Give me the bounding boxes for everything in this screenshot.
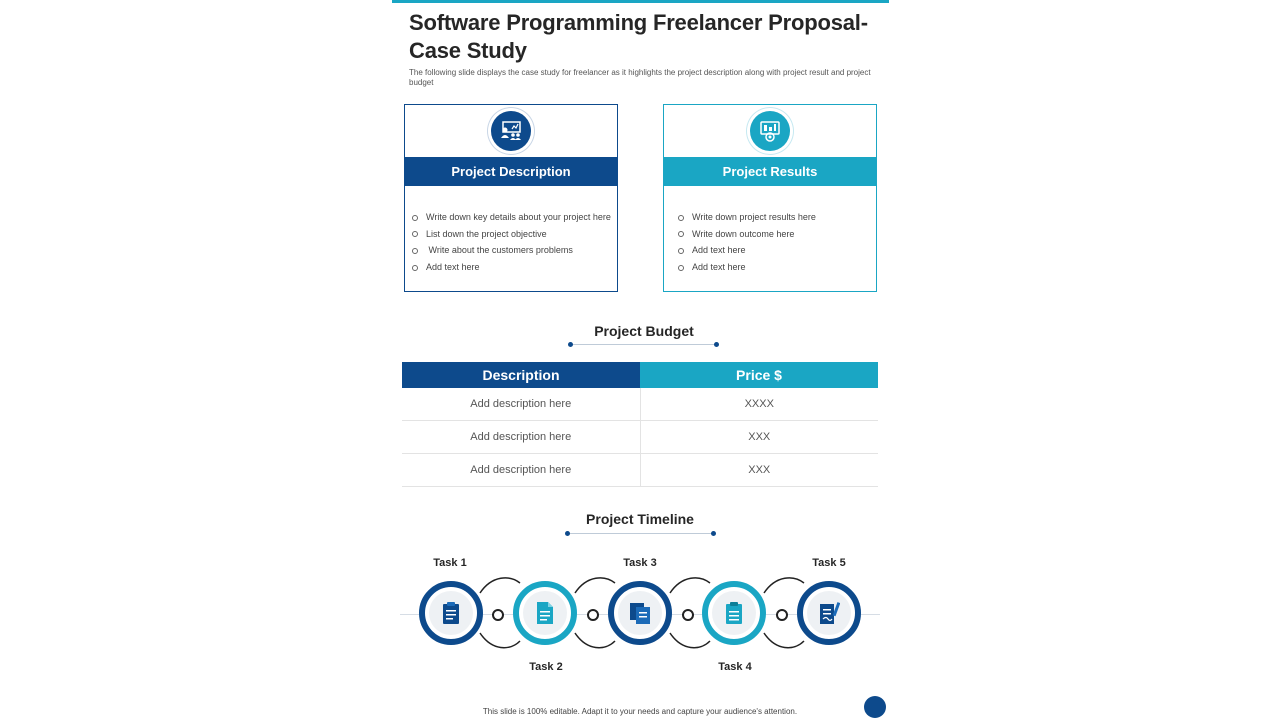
budget-title: Project Budget: [594, 323, 694, 339]
table-row: [402, 388, 878, 421]
task-3-circle: [608, 581, 672, 645]
list-item: Write down key details about your project here: [412, 209, 611, 226]
description-cell: Add description here: [402, 388, 640, 421]
documents-icon: [628, 601, 652, 625]
timeline-node: [776, 609, 788, 621]
corner-decoration: [864, 696, 886, 718]
list-item: Add text here: [678, 259, 816, 276]
list-item: List down the project objective: [412, 226, 611, 243]
column-header-price: Price $: [640, 362, 878, 388]
footer-note: This slide is 100% editable. Adapt it to your needs and capture your audience's attention.: [482, 707, 798, 716]
timeline-divider: [569, 533, 713, 534]
column-header-description: Description: [402, 362, 640, 388]
price-cell: XXXX: [640, 388, 878, 421]
list-item: Write down project results here: [678, 209, 816, 226]
page-subtitle: The following slide displays the case study for freelancer as it highlights the project description along with project result and project budget: [409, 68, 871, 87]
task-2-label: Task 2: [529, 661, 563, 673]
clipboard-check-icon: [724, 601, 744, 625]
list-item: Write about the customers problems: [412, 242, 611, 259]
presentation-team-icon: [491, 111, 531, 151]
description-cell: Add description here: [402, 421, 640, 454]
price-cell: XXX: [640, 421, 878, 454]
task-1-label: Task 1: [433, 557, 467, 569]
timeline-node: [492, 609, 504, 621]
task-5-circle: [797, 581, 861, 645]
divider-dot: [565, 531, 570, 536]
project-results-list: [678, 209, 816, 276]
budget-divider: [572, 344, 716, 345]
description-cell: Add description here: [402, 454, 640, 487]
project-results-title: Project Results: [663, 157, 877, 186]
task-4-circle: [702, 581, 766, 645]
divider-dot: [714, 342, 719, 347]
list-item: Add text here: [678, 242, 816, 259]
divider-dot: [711, 531, 716, 536]
task-4-label: Task 4: [718, 661, 752, 673]
timeline-node: [587, 609, 599, 621]
project-results-card: [663, 104, 877, 292]
contract-pen-icon: [818, 601, 840, 625]
timeline-node: [682, 609, 694, 621]
task-2-circle: [513, 581, 577, 645]
page-title: Software Programming Freelancer Proposal- Case Study: [409, 10, 868, 63]
clipboard-list-icon: [441, 601, 461, 625]
price-cell: XXX: [640, 454, 878, 487]
table-row: [402, 421, 878, 454]
budget-table: [402, 362, 878, 487]
project-description-list: [412, 209, 611, 276]
task-5-label: Task 5: [812, 557, 846, 569]
list-item: Write down outcome here: [678, 226, 816, 243]
top-accent-bar: [392, 0, 889, 3]
list-item: Add text here: [412, 259, 611, 276]
project-description-card: [404, 104, 618, 292]
table-row: [402, 454, 878, 487]
project-description-title: Project Description: [404, 157, 618, 186]
task-1-circle: [419, 581, 483, 645]
monitor-chart-icon: [750, 111, 790, 151]
divider-dot: [568, 342, 573, 347]
task-3-label: Task 3: [623, 557, 657, 569]
timeline-title: Project Timeline: [586, 511, 694, 527]
document-icon: [536, 601, 554, 625]
